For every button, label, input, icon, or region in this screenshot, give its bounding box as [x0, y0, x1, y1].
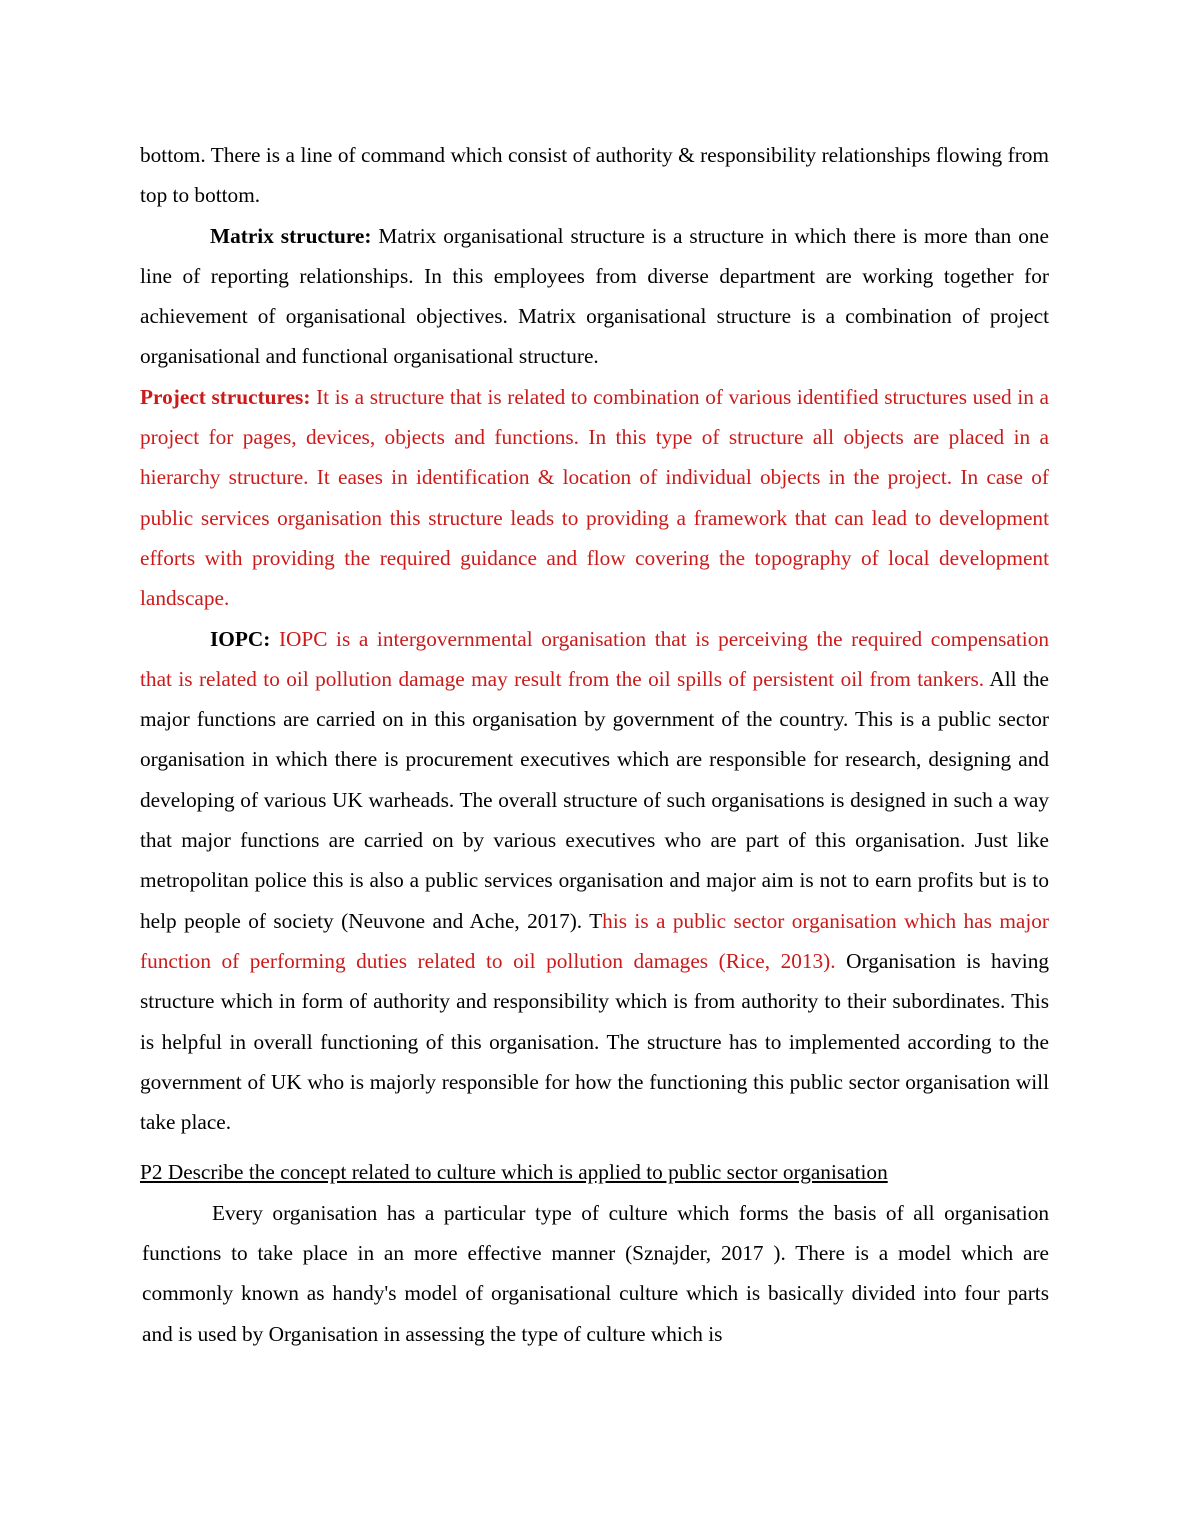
iopc-text-2: Organisation is having structure which in form of authority and responsibility which is from authority to their subordinates. This is helpful in overall functioning of this organisation. The structure has to implemented according to the government of UK who is majorly responsible for how the functioning this public sector organisation will take place. — [140, 948, 1049, 1135]
matrix-structure-label: Matrix structure: — [210, 223, 372, 248]
matrix-structure-text: Matrix organisational structure is a structure in which there is more than one line of reporting relationships. In this employees from diverse department are working together for achievement of organisational objectives. Matrix organisational structure is a combination of project organisational and functional organisational structure. — [140, 223, 1049, 369]
paragraph-culture — [142, 1193, 1049, 1354]
iopc-red-text-1: IOPC is a intergovernmental organisation that is perceiving the required compensation that is related to oil pollution damage may result from the oil spills of persistent oil from tankers. — [140, 626, 1049, 691]
iopc-label: IOPC: — [210, 626, 271, 651]
iopc-red-text-2: his is a public sector organisation which has major function of performing duties related to oil pollution damages (Rice, 2013). — [140, 908, 1049, 973]
paragraph-hierarchy-end — [140, 135, 1049, 216]
paragraph-iopc — [140, 619, 1049, 1143]
culture-text: Every organisation has a particular type of culture which forms the basis of all organisation functions to take place in an more effective manner (Sznajder, 2017 ). There is a model which are commonly known as handy's model of organisational culture which is basically divided into four parts and is used by Organisation in assessing the type of culture which is — [142, 1200, 1049, 1346]
project-structures-label: Project structures: — [140, 384, 311, 409]
section-heading-p2: P2 Describe the concept related to culture which is applied to public sector organisation — [140, 1160, 888, 1185]
paragraph-text: bottom. There is a line of command which consist of authority & responsibility relationships flowing from top to bottom. — [140, 143, 1049, 208]
paragraph-matrix-structure — [140, 216, 1049, 377]
paragraph-project-structures — [140, 377, 1049, 619]
iopc-text-1: All the major functions are carried on in this organisation by government of the country. This is a public sector organisation in which there is procurement executives which are responsible for research, designing and developing of various UK warheads. The overall structure of such organisations is designed in such a way that major functions are carried on by various executives who are part of this organisation. Just like metropolitan police this is also a public services organisation and major aim is not to earn profits but is to help people of society (Neuvone and Ache, 2017). T — [140, 666, 1049, 933]
document-page — [140, 135, 1049, 1354]
project-structures-text: It is a structure that is related to combination of various identified structures used in a project for pages, devices, objects and functions. In this type of structure all objects are placed in a hierarchy structure. It eases in identification & location of individual objects in the project. In case of public services organisation this structure leads to providing a framework that can lead to development efforts with providing the required guidance and flow covering the topography of local development landscape. — [140, 384, 1049, 611]
